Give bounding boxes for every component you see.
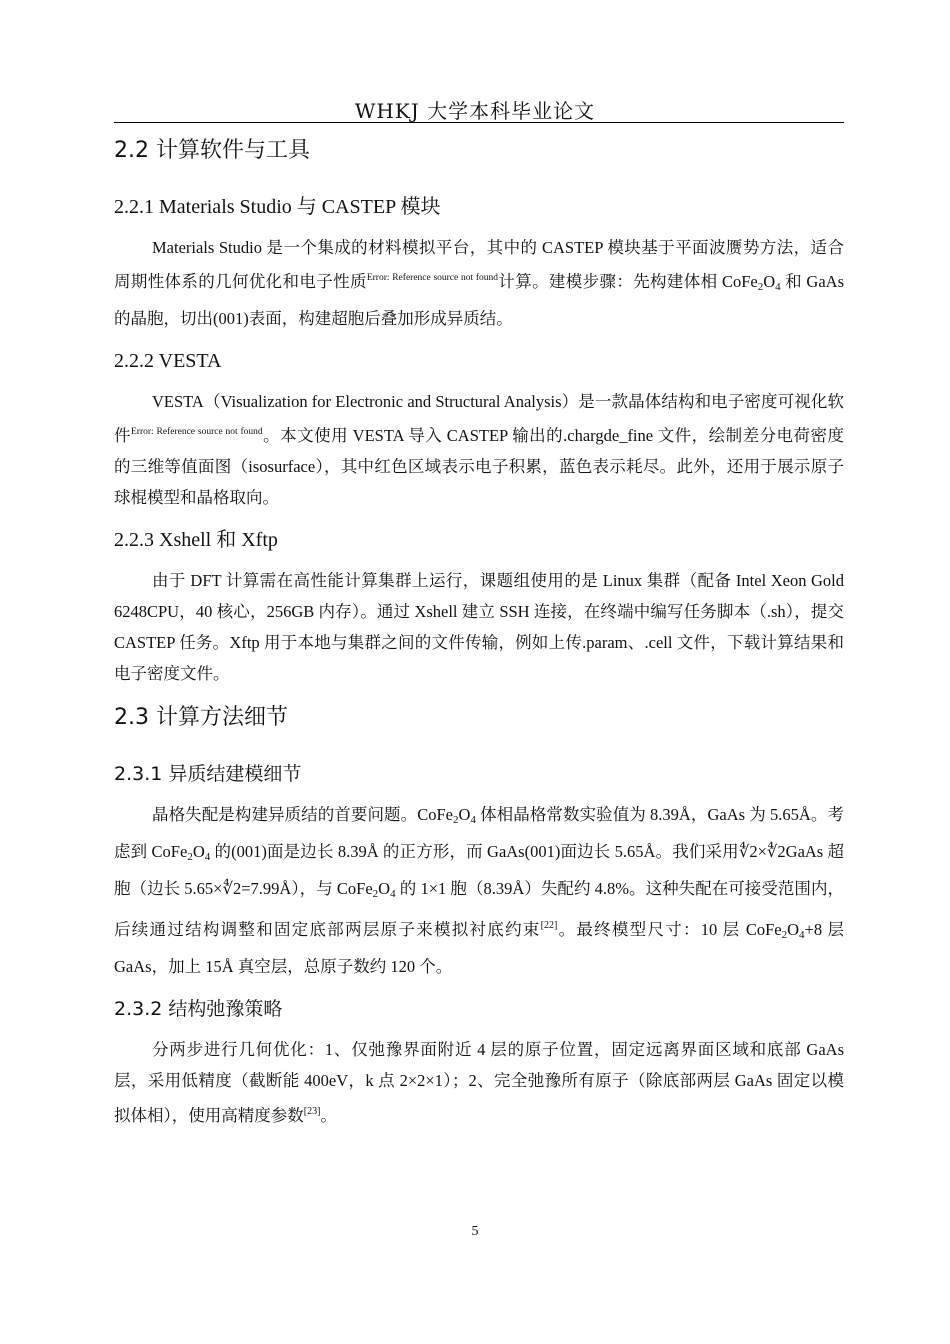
subsection-heading-2-3-1: 2.3.1 异质结建模细节 — [114, 763, 302, 785]
subsection-heading-2-2-2: 2.2.2 VESTA — [114, 350, 222, 372]
subsection-heading-2-2-1: 2.2.1 Materials Studio 与 CASTEP 模块 — [114, 196, 441, 218]
section-heading-2-2: 2.2 计算软件与工具 — [114, 138, 310, 163]
page-header-title: WHKJ 大学本科毕业论文 — [354, 99, 596, 123]
subsection-heading-2-2-3: 2.2.3 Xshell 和 Xftp — [114, 529, 278, 551]
citation-22: [22] — [540, 920, 558, 931]
page-body — [114, 134, 844, 1143]
reference-error: Error: Reference source not found — [130, 427, 263, 437]
page-number: 5 — [471, 1224, 479, 1239]
header-rule — [114, 122, 844, 123]
section-heading-2-3: 2.3 计算方法细节 — [114, 705, 288, 730]
paragraph-vesta: VESTA（Visualization for Electronic and Structural Analysis）是一款晶体结构和电子密度可视化软件$^{Error: Reference source not found}$。本文使用 VESTA 导入 CASTEP 输出的.chargde_fine 文件，绘制差分电荷密度的三维等值面图（isosurface），其中红色区域表示电子积累，蓝色表示耗尽。此外，还用于展示原子球棍模型和晶格取向。 — [114, 392, 844, 507]
paragraph-materials-studio: Materials Studio 是一个集成的材料模拟平台，其中的 CASTEP 模块基于平面波赝势方法，适合周期性体系的几何优化和电子性质$^{Error: Reference source not found}$计算。建模步骤：先构建体相 $CoFe_2O_4$ 和 GaAs 的晶胞，切出(001)表面，构建超胞后叠加形成异质结。 — [114, 238, 845, 328]
paragraph-relaxation-strategy: 分两步进行几何优化：1、仅弛豫界面附近 4 层的原子位置，固定远离界面区域和底部 GaAs 层，采用低精度（截断能 400eV，k 点 2×2×1）；2、完全弛豫所有原子（除底部两层 GaAs 固定以模拟体相），使用高精度参数[23]。 — [114, 1040, 844, 1125]
subsection-heading-2-3-2: 2.3.2 结构弛豫策略 — [114, 998, 283, 1020]
citation-23: [23] — [303, 1106, 321, 1117]
paragraph-xshell-xftp: 由于 DFT 计算需在高性能计算集群上运行，课题组使用的是 Linux 集群（配备 Intel Xeon Gold 6248CPU，40 核心，256GB 内存）。通过 Xshell 建立 SSH 连接，在终端中编写任务脚本（.sh），提交 CASTEP 任务。Xftp 用于本地与集群之间的文件传输，例如上传.param、.cell 文件，下载计算结果和电子密度文件。 — [114, 571, 844, 683]
reference-error: Error: Reference source not found — [366, 273, 499, 283]
paragraph-heterojunction-modeling: 晶格失配是构建异质结的首要问题。$CoFe_2O_4$ 体相晶格常数实验值为 8.39Å，GaAs 为 5.65Å。考虑到 $CoFe_2O_4$ 的(001)面是边长 8.39Å 的正方形，而 GaAs(001)面边长 5.65Å。我们采用∜2×∜2GaAs 超胞（边长 5.65×∜2=7.99Å），与 $CoFe_2O_4$ 的 1×1 胞（8.39Å）失配约 4.8%。这种失配在可接受范围内，后续通过结构调整和固定底部两层原子来模拟衬底约束[22]。最终模型尺寸：10 层 $CoFe_2O_4+8$ 层 GaAs，加上 15Å 真空层，总原子数约 120 个。 — [114, 805, 845, 976]
